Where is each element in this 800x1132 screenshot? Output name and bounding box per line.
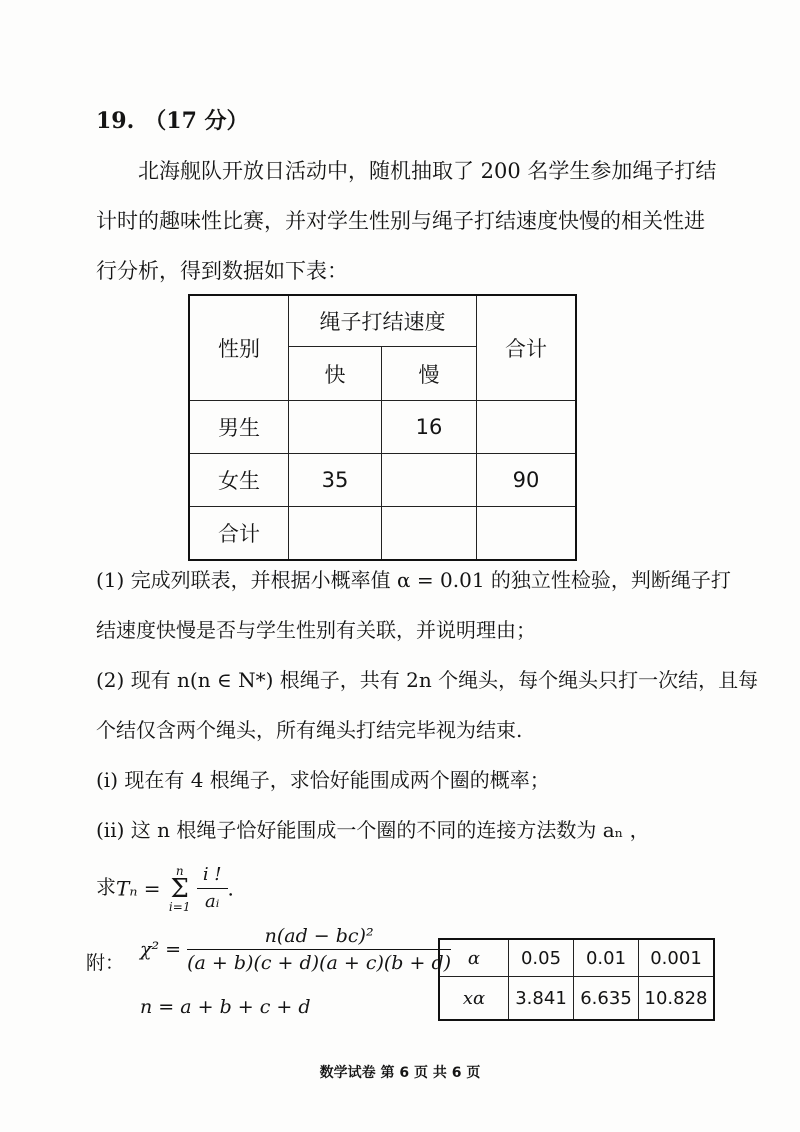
summation — [169, 865, 191, 913]
intro-line-1: 北海舰队开放日活动中，随机抽取了 200 名学生参加绳子打结 — [138, 159, 717, 183]
find-prefix: 求 — [96, 875, 116, 899]
contingency-table — [188, 294, 577, 561]
find-formula — [96, 864, 234, 913]
chi-fraction — [187, 925, 451, 974]
header-gender: 性别 — [189, 295, 289, 401]
part-1-line-1: (1) 完成列联表，并根据小概率值 α = 0.01 的独立性检验，判断绳子打 — [96, 568, 731, 592]
subheader-slow: 慢 — [382, 347, 477, 401]
part-2-line-2: 个结仅含两个绳头，所有绳头打结完毕视为结束. — [96, 718, 523, 742]
header-speed: 绳子打结速度 — [289, 295, 477, 347]
question-header — [96, 104, 249, 135]
critical-value-table — [438, 938, 715, 1021]
crit-alpha-2: 0.01 — [574, 939, 639, 977]
crit-x-2: 6.635 — [574, 977, 639, 1021]
row-label-male: 男生 — [189, 401, 289, 454]
cell-female-fast: 35 — [289, 454, 382, 507]
find-end: . — [227, 876, 234, 901]
sum-lower: i=1 — [168, 899, 191, 914]
question-points: （17 分） — [144, 108, 249, 134]
sigma-symbol: Σ — [170, 873, 189, 904]
sum-upper: n — [175, 863, 184, 878]
row-label-female: 女生 — [189, 454, 289, 507]
chi-denominator: (a + b)(c + d)(a + c)(b + d) — [187, 952, 452, 974]
cell-male-fast — [289, 401, 382, 454]
crit-x-1: 3.841 — [509, 977, 574, 1021]
question-number: 19. — [96, 108, 135, 134]
part-ii: (ii) 这 n 根绳子恰好能围成一个圈的不同的连接方法数为 aₙ ， — [96, 818, 650, 842]
intro-line-3: 行分析，得到数据如下表： — [96, 259, 348, 283]
cell-total-total — [477, 507, 577, 561]
intro-line-2: 计时的趣味性比赛，并对学生性别与绳子打结速度快慢的相关性进 — [96, 209, 705, 233]
find-frac-num: i ! — [197, 864, 228, 889]
subheader-fast: 快 — [289, 347, 382, 401]
crit-alpha-1: 0.05 — [509, 939, 574, 977]
crit-x-3: 10.828 — [639, 977, 715, 1021]
chi-lhs: χ² = — [140, 938, 182, 961]
part-i: (i) 现在有 4 根绳子，求恰好能围成两个圈的概率； — [96, 768, 550, 792]
find-fraction — [197, 864, 228, 913]
appendix-label: 附： — [86, 952, 125, 974]
row-label-total: 合计 — [189, 507, 289, 561]
crit-alpha-label: α — [439, 939, 509, 977]
cell-total-fast — [289, 507, 382, 561]
cell-female-slow — [382, 454, 477, 507]
page-footer: 数学试卷 第 6 页 共 6 页 — [319, 1065, 481, 1081]
chi-square-formula — [140, 925, 451, 974]
crit-alpha-3: 0.001 — [639, 939, 715, 977]
crit-x-label: xα — [439, 977, 509, 1021]
n-formula: n = a + b + c + d — [140, 996, 311, 1018]
chi-numerator: n(ad − bc)² — [187, 925, 451, 950]
cell-male-total — [477, 401, 577, 454]
find-lhs: Tₙ = — [116, 876, 161, 901]
find-frac-den: aᵢ — [204, 891, 220, 912]
cell-female-total: 90 — [477, 454, 577, 507]
question-intro — [96, 146, 736, 296]
header-total: 合计 — [477, 295, 577, 401]
cell-total-slow — [382, 507, 477, 561]
part-2-line-1: (2) 现有 n(n ∈ N*) 根绳子，共有 2n 个绳头，每个绳头只打一次结，且每 — [96, 668, 759, 692]
part-1-line-2: 结速度快慢是否与学生性别有关联，并说明理由； — [96, 618, 536, 642]
cell-male-slow: 16 — [382, 401, 477, 454]
